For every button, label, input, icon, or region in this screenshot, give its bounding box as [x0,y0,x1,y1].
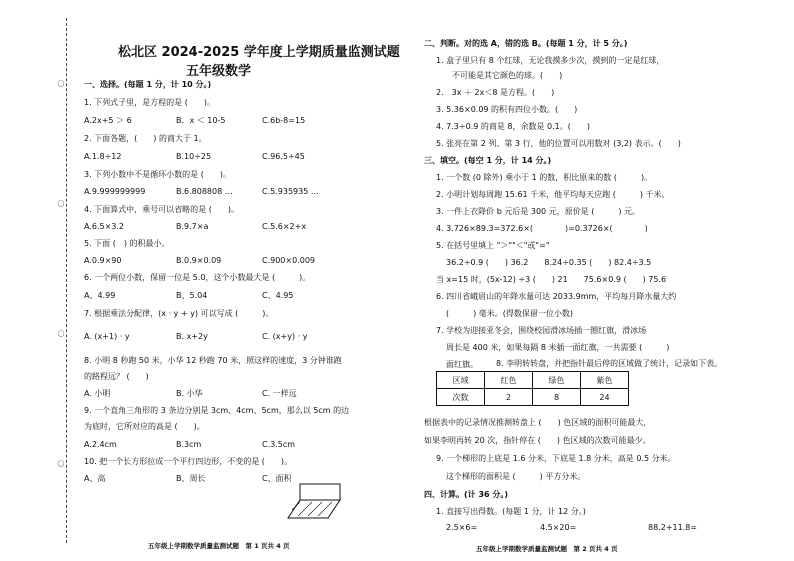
judge-item: 5. 张亮在第 2 列、第 3 行，他的位置可以用数对 (3,2) 表示。( ) [436,139,681,148]
option-b: B、周长 [176,474,206,483]
fill-item: 这个梯形的面积是 ( ) 平方分米。 [446,472,586,481]
binding-hole: 〇 [57,460,65,468]
fill-item: 7. 学校为迎接亚冬会，围绕校园滑冰场插一圈红旗，滑冰场 [436,326,647,335]
section-fill: 三、填空。(每空 1 分，计 14 分。) [424,156,552,165]
section-calc: 四、计算。(计 36 分。) [424,490,509,499]
judge-item: 4. 7.3÷0.9 的商是 8，余数是 0.1。( ) [436,122,591,131]
section-judge: 二、判断。对的选 A，错的选 B。(每题 1 分，计 5 分。) [424,39,628,48]
option-c: C.900×0.009 [262,256,316,265]
option-b: B.3cm [176,440,202,449]
fill-item: 3. 一件上衣降价 b 元后是 300 元，原价是 ( ) 元。 [436,207,641,216]
option-c: C.3.5cm [262,440,296,449]
option-b: B．x ＜ 10-5 [176,116,226,125]
question-text: 5. 下面 ( ) 的积最小。 [84,239,170,248]
fill-item: 周长是 400 米，如果每隔 8 米插一面红旗，一共需要 ( ) [446,343,670,352]
table-cell: 次数 [437,389,485,406]
option-c: C.5.935935 … [262,187,319,196]
exam-title: 松北区 2024-2025 学年度上学期质量监测试题 [118,45,400,60]
question-text: 6. 一个两位小数，保留一位是 5.0，这个小数最大是 ( )。 [84,273,311,282]
option-a: A.2.4cm [84,440,117,449]
fill-item: 根据表中的记录情况推测转盘上 ( ) 色区域的面积可能最大， [424,418,652,427]
fill-item: 4. 3.726×89.3=372.6×( )=0.3726×( ) [436,224,648,233]
binding-line [66,18,67,543]
question-text: 9. 一个直角三角形的 3 条边分别是 3cm、4cm、5cm，那么以 5cm 的边 [84,406,350,415]
option-a: A.6.5×3.2 [84,222,125,231]
page-footer: 五年级上学期数学质量监测试题 第 1 页共 4 页 [148,542,290,550]
option-c: C. 一样远 [262,389,297,398]
fill-item: 面红旗。 [446,360,478,369]
option-c: C.6b-8=15 [262,116,306,125]
option-a: A、4.99 [84,291,116,300]
judge-item: 2. 3x ＋ 2x＜8 是方程。( ) [436,88,555,97]
option-c: C、面积 [262,474,292,483]
fill-item: 8. 李明转转盘，并把指针最后停的区域做了统计，记录如下表。 [496,359,723,368]
table-cell: 绿色 [533,372,581,389]
option-b: B.9.7×a [176,222,209,231]
option-b: B.0.9×0.09 [176,256,222,265]
fill-item: 如果李明再转 20 次，指针停在 ( ) 色区域的次数可能最少。 [424,436,651,445]
question-text: 为底时，它所对应的高是 ( )。 [84,422,205,431]
calc-item: 2.5×6= [446,523,478,532]
question-text: 7. 根据乘法分配律，(x · y + y) 可以写成 ( )。 [84,309,274,318]
option-a: A.0.9×90 [84,256,122,265]
fill-item: 1. 一个数 (0 除外) 乘小于 1 的数，积比原来的数 ( )。 [436,173,653,182]
option-a: A. 小明 [84,389,111,398]
option-b: B. x+2y [176,332,208,341]
option-c: C.96.5÷45 [262,152,305,161]
page-footer: 五年级上学期数学质量监测试题 第 2 页共 4 页 [476,545,618,553]
fill-item: 当 x=15 时，(5x-12) ÷3 ( ) 21 75.6×0.9 ( ) 75.6 [436,275,667,284]
judge-item: 3. 5.36×0.09 的积有四位小数。( ) [436,105,578,114]
option-c: C.5.6×2+x [262,222,307,231]
question-text: 4. 下面算式中，乘号可以省略的是 ( )。 [84,205,239,214]
spinner-table [436,371,629,406]
table-cell: 区域 [437,372,485,389]
calc-item: 88.2+11.8= [648,523,698,532]
exam-subtitle: 五年级数学 [186,64,252,79]
option-b: B.6.808808 … [176,187,233,196]
option-a: A.1.8÷12 [84,152,122,161]
table-row [437,389,629,406]
table-cell: 红色 [485,372,533,389]
fill-item: 6. 四川省峨眉山的年降水量可达 2033.9mm，平均每月降水量大约 [436,292,677,301]
parallelogram-figure [282,480,346,524]
table-cell: 紫色 [581,372,629,389]
option-b: B、5.04 [176,291,208,300]
table-row [437,372,629,389]
option-a: A.9.999999999 [84,187,146,196]
option-c: C. (x+y) · y [262,332,308,341]
judge-item: 不可能是其它颜色的球。( ) [452,71,563,80]
question-text: 8. 小明 8 秒跑 50 米，小华 12 秒跑 70 米，照这样的速度，3 分钟谁跑 [84,356,342,365]
table-cell: 2 [485,389,533,406]
question-text: 2. 下面各题，( ) 的商大于 1。 [84,134,207,143]
fill-item: 5. 在括号里填上 "＞""＜"或"=" [436,241,550,250]
option-a: A. (x+1) · y [84,332,130,341]
option-a: A.2x+5 ＞ 6 [84,116,132,125]
judge-item: 1. 盒子里只有 8 个红球，无论我摸多少次，摸到的一定是红球， [436,56,665,65]
binding-hole: 〇 [57,330,65,338]
section-choice: 一、选择。(每题 1 分，计 10 分。) [84,80,212,89]
question-text: 的路程远？ ( ) [84,372,149,381]
question-text: 3. 下列小数中不是循环小数的是 ( )。 [84,170,231,179]
option-b: B. 小华 [176,389,203,398]
fill-item: 2. 小明计划每周跑 15.61 千米，他平均每天应跑 ( ) 千米。 [436,190,670,199]
calc-instruction: 1. 直接写出得数。(每题 1 分，计 12 分。) [436,507,586,516]
option-a: A、高 [84,474,106,483]
binding-hole: 〇 [57,200,65,208]
question-text: 1. 下列式子里，是方程的是 ( )。 [84,98,215,107]
option-b: B.10÷25 [176,152,212,161]
fill-item: ( ) 毫米。(得数保留一位小数) [446,309,574,318]
option-c: C、4.95 [262,291,294,300]
table-cell: 24 [581,389,629,406]
binding-hole: 〇 [57,80,65,88]
calc-item: 4.5×20= [540,523,577,532]
fill-item: 36.2÷0.9 ( ) 36.2 8.24÷0.35 ( ) 82.4÷3.5 [446,258,652,267]
fill-item: 9. 一个梯形的上底是 1.6 分米，下底是 1.8 分米，高是 0.5 分米。 [436,454,676,463]
question-text: 10. 把一个长方形拉成一个平行四边形，不变的是 ( )。 [84,457,293,466]
table-cell: 8 [533,389,581,406]
